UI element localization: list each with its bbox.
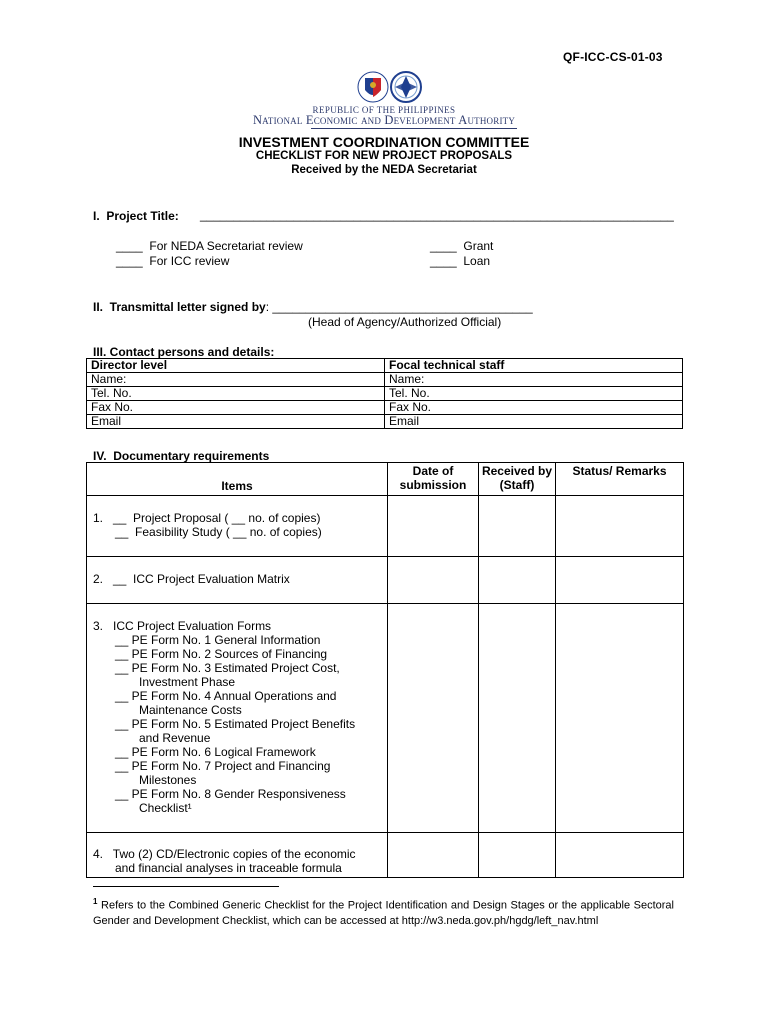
date-cell[interactable] bbox=[388, 833, 479, 878]
option-grant[interactable]: ____ Grant bbox=[430, 239, 494, 253]
pe-form-4-cont: Maintenance Costs bbox=[139, 703, 242, 717]
org-name: National Economic and Development Authority bbox=[252, 113, 516, 127]
header-items: Items bbox=[87, 463, 388, 496]
staff-tel[interactable]: Tel. No. bbox=[385, 387, 683, 401]
received-cell[interactable] bbox=[479, 496, 556, 557]
item-evaluation-forms: 3. ICC Project Evaluation Forms bbox=[93, 619, 272, 633]
table-row bbox=[87, 463, 684, 496]
option-neda-review[interactable]: ____ For NEDA Secretariat review bbox=[116, 239, 303, 253]
table-row bbox=[87, 359, 683, 373]
staff-name[interactable]: Name: bbox=[385, 373, 683, 387]
transmittal-row bbox=[93, 300, 533, 314]
status-cell[interactable] bbox=[556, 833, 684, 878]
pe-form-8[interactable]: __ PE Form No. 8 Gender Responsiveness bbox=[115, 787, 346, 801]
pe-form-3-cont: Investment Phase bbox=[139, 675, 236, 689]
director-tel[interactable]: Tel. No. bbox=[87, 387, 385, 401]
date-cell[interactable] bbox=[388, 496, 479, 557]
pe-form-4[interactable]: __ PE Form No. 4 Annual Operations and bbox=[115, 689, 337, 703]
pe-form-5[interactable]: __ PE Form No. 5 Estimated Project Benefits bbox=[115, 717, 356, 731]
staff-fax[interactable]: Fax No. bbox=[385, 401, 683, 415]
contacts-header-staff: Focal technical staff bbox=[385, 359, 683, 373]
table-row bbox=[87, 401, 683, 415]
footnote-divider bbox=[93, 886, 279, 887]
pe-form-6[interactable]: __ PE Form No. 6 Logical Framework bbox=[115, 745, 316, 759]
status-cell[interactable] bbox=[556, 604, 684, 833]
footnote-text: Refers to the Combined Generic Checklist for the Project Identification and Design Stages or the applicable Sectoral Gender and Development Checklist, which can be accessed at http://w3.neda.gov.ph/hgdg/left_nav.html bbox=[93, 899, 674, 927]
transmittal-signer-blank[interactable]: : _______________________________________ bbox=[265, 300, 533, 314]
item-4-cell bbox=[87, 833, 388, 878]
pe-form-3[interactable]: __ PE Form No. 3 Estimated Project Cost, bbox=[115, 661, 340, 675]
neda-logos bbox=[356, 68, 426, 106]
contacts-header-director: Director level bbox=[87, 359, 385, 373]
header-date: Date of submission bbox=[388, 463, 479, 496]
form-code: QF-ICC-CS-01-03 bbox=[563, 50, 663, 64]
item-evaluation-matrix[interactable]: 2. __ ICC Project Evaluation Matrix bbox=[93, 572, 290, 586]
transmittal-note: (Head of Agency/Authorized Official) bbox=[308, 315, 502, 329]
pe-form-7[interactable]: __ PE Form No. 7 Project and Financing bbox=[115, 759, 331, 773]
item-3-cell bbox=[87, 604, 388, 833]
staff-email[interactable]: Email bbox=[385, 415, 683, 429]
item-feasibility-study[interactable]: __ Feasibility Study ( __ no. of copies) bbox=[115, 525, 322, 539]
pe-form-5-cont: and Revenue bbox=[139, 731, 211, 745]
status-cell[interactable] bbox=[556, 557, 684, 604]
pe-form-2[interactable]: __ PE Form No. 2 Sources of Financing bbox=[115, 647, 328, 661]
item-electronic-copies-cont: and financial analyses in traceable formula bbox=[115, 861, 342, 875]
received-cell[interactable] bbox=[479, 833, 556, 878]
footnote-mark: 1 bbox=[93, 897, 98, 906]
contacts-label: III. Contact persons and details: bbox=[93, 345, 275, 359]
pe-form-7-cont: Milestones bbox=[139, 773, 197, 787]
received-cell[interactable] bbox=[479, 604, 556, 833]
table-row bbox=[87, 833, 684, 878]
pe-form-8-cont: Checklist¹ bbox=[139, 801, 192, 815]
option-icc-review[interactable]: ____ For ICC review bbox=[116, 254, 230, 268]
table-row bbox=[87, 557, 684, 604]
header-received: Received by (Staff) bbox=[479, 463, 556, 496]
pe-form-1[interactable]: __ PE Form No. 1 General Information bbox=[115, 633, 321, 647]
date-cell[interactable] bbox=[388, 557, 479, 604]
received-by-note: Received by the NEDA Secretariat bbox=[291, 164, 477, 176]
status-cell[interactable] bbox=[556, 496, 684, 557]
option-loan[interactable]: ____ Loan bbox=[430, 254, 491, 268]
table-row bbox=[87, 373, 683, 387]
header-status: Status/ Remarks bbox=[556, 463, 684, 496]
project-title-label: I. Project Title: bbox=[93, 209, 179, 223]
item-2-cell bbox=[87, 557, 388, 604]
date-cell[interactable] bbox=[388, 604, 479, 833]
transmittal-label: II. Transmittal letter signed by bbox=[93, 300, 266, 314]
documentary-table bbox=[86, 462, 684, 878]
org-country: REPUBLIC OF THE PHILIPPINES bbox=[312, 105, 456, 115]
table-row bbox=[87, 604, 684, 833]
document-subtitle: CHECKLIST FOR NEW PROJECT PROPOSALS bbox=[255, 150, 513, 162]
org-divider bbox=[311, 128, 517, 129]
documentary-label: IV. Documentary requirements bbox=[93, 449, 270, 463]
table-row bbox=[87, 415, 683, 429]
footnote bbox=[93, 894, 674, 929]
item-electronic-copies[interactable]: 4. Two (2) CD/Electronic copies of the economic bbox=[93, 847, 356, 861]
director-email[interactable]: Email bbox=[87, 415, 385, 429]
table-row bbox=[87, 387, 683, 401]
director-name[interactable]: Name: bbox=[87, 373, 385, 387]
project-title-blank[interactable]: _______________________________________________________________________ bbox=[200, 208, 674, 222]
contacts-table bbox=[86, 358, 683, 429]
item-1-cell bbox=[87, 496, 388, 557]
received-cell[interactable] bbox=[479, 557, 556, 604]
director-fax[interactable]: Fax No. bbox=[87, 401, 385, 415]
seal-icon bbox=[356, 68, 426, 106]
document-title: INVESTMENT COORDINATION COMMITTEE bbox=[238, 134, 530, 150]
table-row bbox=[87, 496, 684, 557]
item-project-proposal[interactable]: 1. __ Project Proposal ( __ no. of copies) bbox=[93, 511, 321, 525]
